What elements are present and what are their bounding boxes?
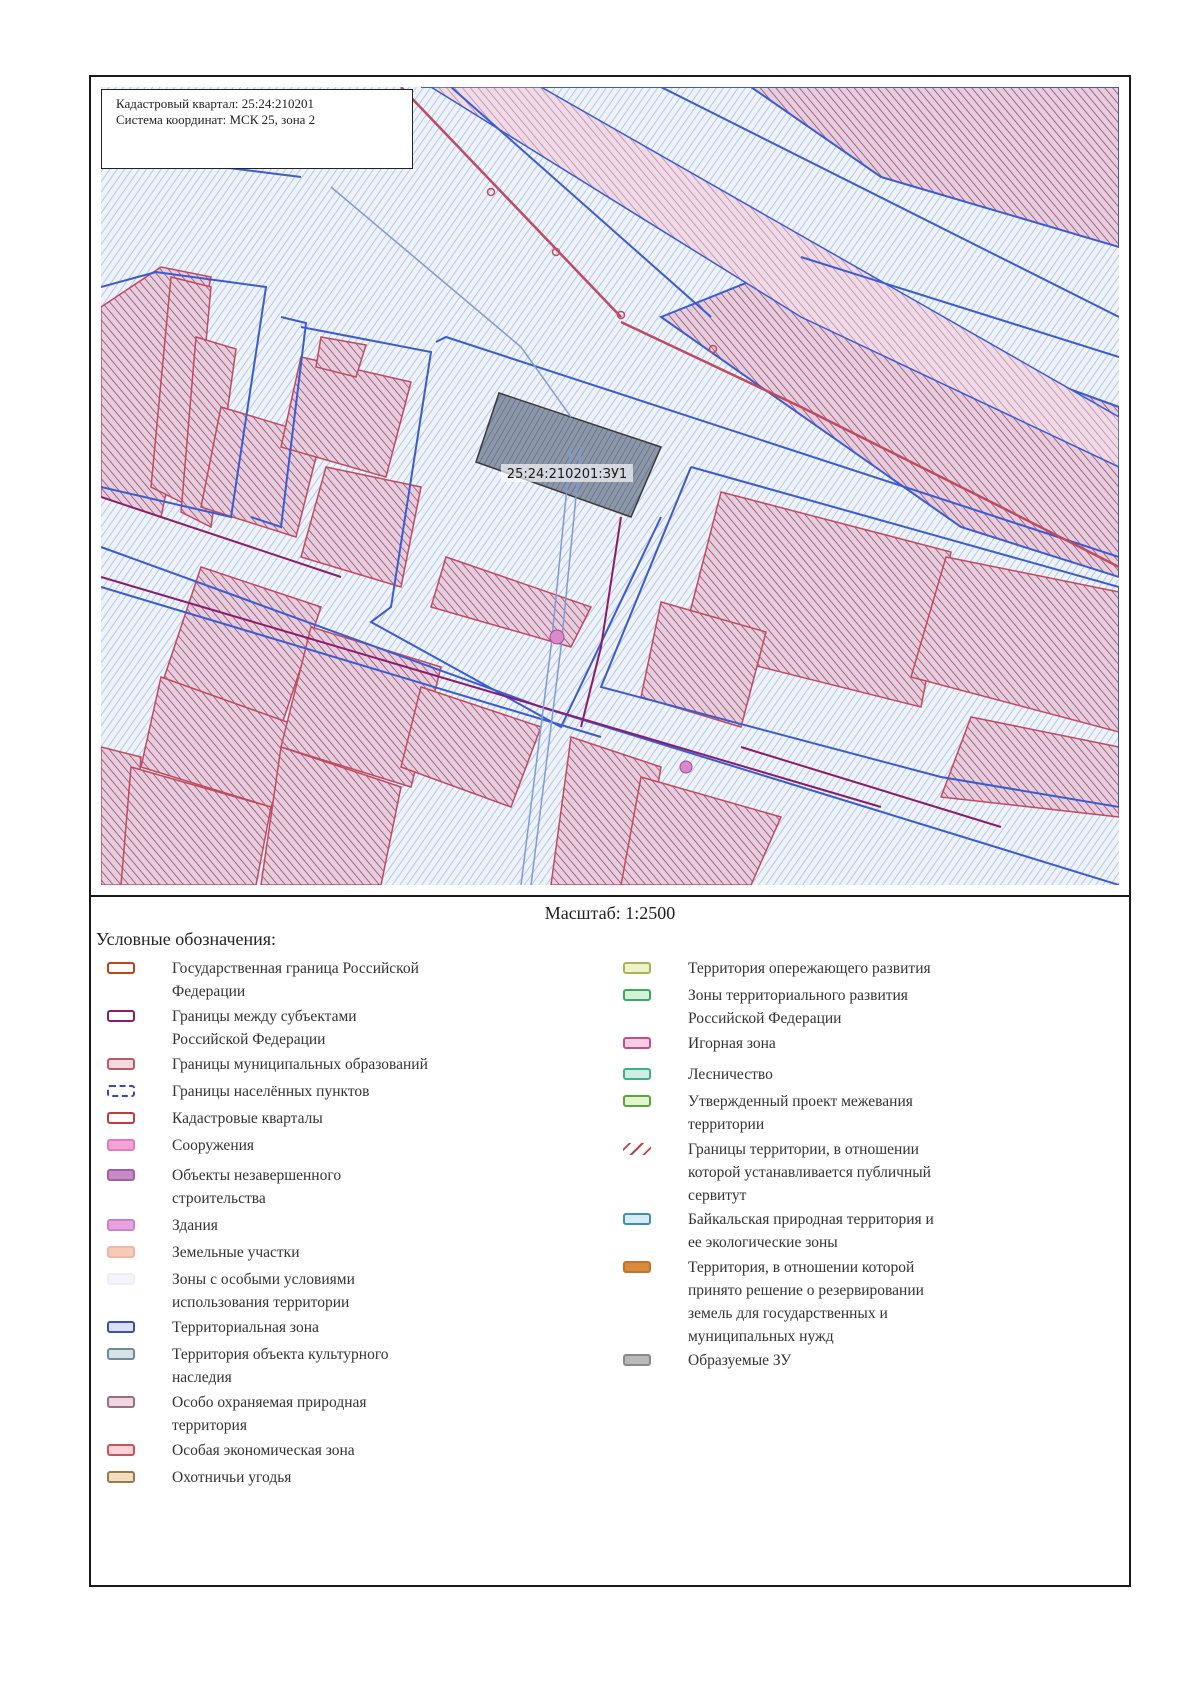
legend-label: Сооружения <box>172 1137 255 1154</box>
legend-label: Объекты незавершенного строительства <box>172 1167 342 1207</box>
legend-swatch-icon <box>107 1112 135 1124</box>
legend-swatch-icon <box>623 989 651 1001</box>
legend-label: Байкальская природная территория и ее экологические зоны <box>688 1211 934 1251</box>
map-scale: Масштаб: 1:2500 <box>544 903 676 923</box>
map-info-box <box>101 89 413 169</box>
legend-label: Особая экономическая зона <box>172 1442 355 1459</box>
legend-swatch-icon <box>623 1213 651 1225</box>
legend-swatch-icon <box>107 1010 135 1022</box>
building-structure-2[interactable] <box>680 761 692 773</box>
map-sheet <box>89 75 1131 1587</box>
cadastral-map[interactable] <box>91 77 1129 897</box>
building-structure-1[interactable] <box>550 630 564 644</box>
legend-swatch-icon <box>107 1246 135 1258</box>
legend-label: Особо охраняемая природная территория <box>172 1394 367 1434</box>
legend-swatch-icon <box>623 1354 651 1366</box>
legend-swatch-icon <box>107 1444 135 1456</box>
legend-label: Здания <box>172 1217 218 1234</box>
legend-swatch-icon <box>623 962 651 974</box>
legend-title: Условные обозначения: <box>96 929 277 949</box>
legend-swatch-icon <box>107 1169 135 1181</box>
coordinate-system-label: Система координат: МСК 25, зона 2 <box>116 112 316 127</box>
legend-swatch-icon <box>107 1348 135 1360</box>
legend-label: Земельные участки <box>172 1244 300 1261</box>
legend-label: Образуемые ЗУ <box>688 1352 792 1369</box>
legend-label: Утвержденный проект межевания территории <box>688 1093 913 1133</box>
legend-label: Территория объекта культурного наследия <box>172 1346 389 1386</box>
legend-swatch-icon <box>107 1273 135 1285</box>
legend-label: Территориальная зона <box>172 1319 319 1336</box>
legend-label: Границы населённых пунктов <box>172 1083 370 1100</box>
legend-swatch-icon <box>107 1085 135 1097</box>
legend-swatch-icon <box>623 1095 651 1107</box>
legend-label: Территория опережающего развития <box>688 960 931 977</box>
map-canvas[interactable] <box>101 87 1119 885</box>
legend-label: Государственная граница Российской Федерации <box>172 960 419 1000</box>
legend-label: Границы муниципальных образований <box>172 1056 428 1073</box>
legend-swatch-icon <box>623 1143 651 1155</box>
legend-swatch-icon <box>107 1139 135 1151</box>
legend-label: Игорная зона <box>688 1035 776 1052</box>
legend-label: Границы между субъектами Российской Федерации <box>172 1008 357 1048</box>
cadastral-quarter-label: Кадастровый квартал: 25:24:210201 <box>116 96 315 111</box>
legend-swatch-icon <box>623 1261 651 1273</box>
legend-swatch-icon <box>623 1037 651 1049</box>
legend-label: Кадастровые кварталы <box>172 1110 323 1127</box>
legend-label: Зоны территориального развития Российской Федерации <box>688 987 908 1027</box>
legend-label: Зоны с особыми условиями использования территории <box>172 1271 355 1311</box>
legend-swatch-icon <box>107 962 135 974</box>
legend-label: Лесничество <box>688 1066 773 1083</box>
legend-label: Охотничьи угодья <box>172 1469 292 1486</box>
legend-swatch-icon <box>107 1321 135 1333</box>
legend-label: Границы территории, в отношении которой устанавливается публичный сервитут <box>688 1141 931 1204</box>
legend-label: Территория, в отношении которой принято решение о резервировании земель для государственных и муниципальных нужд <box>688 1259 924 1345</box>
parcel-label: 25:24:210201:ЗУ1 <box>506 467 628 482</box>
legend-swatch-icon <box>107 1471 135 1483</box>
legend-swatch-icon <box>623 1068 651 1080</box>
legend-swatch-icon <box>107 1058 135 1070</box>
legend-swatch-icon <box>107 1219 135 1231</box>
legend-swatch-icon <box>107 1396 135 1408</box>
